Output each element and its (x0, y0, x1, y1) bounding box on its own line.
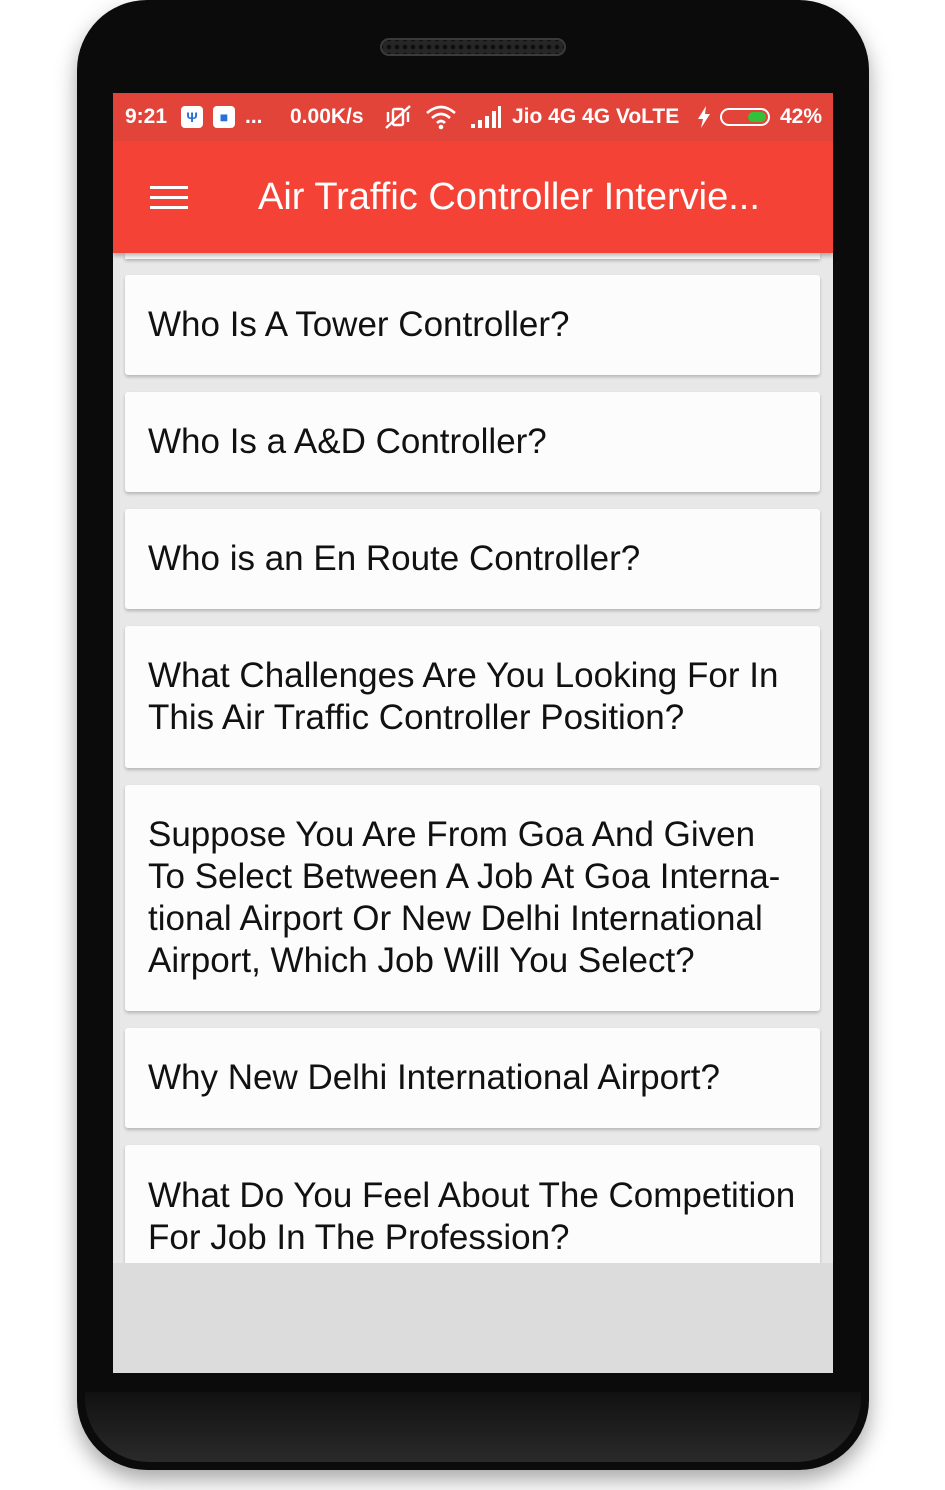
vibrate-off-icon (383, 93, 413, 141)
notification-icon: ■ (213, 93, 235, 141)
status-time: 9:21 (125, 105, 168, 128)
wifi-icon (425, 93, 457, 141)
app-title: Air Traffic Controller Intervie... (258, 176, 760, 218)
list-item-partial (125, 253, 820, 259)
question-list[interactable] (113, 253, 833, 1263)
network-speed: 0.00K/s (290, 105, 364, 128)
carrier-name: Jio 4G 4G VoLTE (512, 105, 680, 128)
list-item[interactable] (125, 275, 820, 375)
charging-icon (697, 93, 711, 141)
list-item[interactable] (125, 509, 820, 609)
list-item[interactable] (125, 626, 820, 768)
question-text: What Challenges Are You Looking For In This Air Traffic Controller Position? (148, 656, 779, 737)
question-text: Who Is A Tower Controller? (148, 305, 570, 344)
battery-icon (720, 93, 770, 141)
more-notifications: ... (245, 105, 263, 128)
list-item[interactable] (125, 1028, 820, 1128)
hamburger-menu-icon[interactable] (143, 177, 195, 217)
question-text: Who Is a A&D Controller? (148, 422, 547, 461)
question-text: Who is an En Route Controller? (148, 539, 641, 578)
list-item[interactable] (125, 785, 820, 1011)
question-text: Why New Delhi International Airport? (148, 1058, 720, 1097)
usb-icon: Ψ (181, 93, 203, 141)
battery-percent: 42% (780, 105, 823, 128)
question-text: Suppose You Are From Goa And Given To Select Between A Job At Goa Interna-tional Airport Or New Delhi International Airport, Which Job Will You Select? (148, 815, 781, 980)
phone-bottom-bezel (85, 1392, 861, 1462)
speaker-grille (380, 38, 566, 56)
signal-icon (470, 93, 502, 141)
screen (113, 93, 833, 1373)
question-text: What Do You Feel About The Competition For Job In The Profession? (148, 1176, 796, 1257)
list-item[interactable] (125, 392, 820, 492)
list-item[interactable] (125, 1145, 820, 1263)
app-bar (113, 141, 833, 253)
status-bar (113, 93, 833, 141)
